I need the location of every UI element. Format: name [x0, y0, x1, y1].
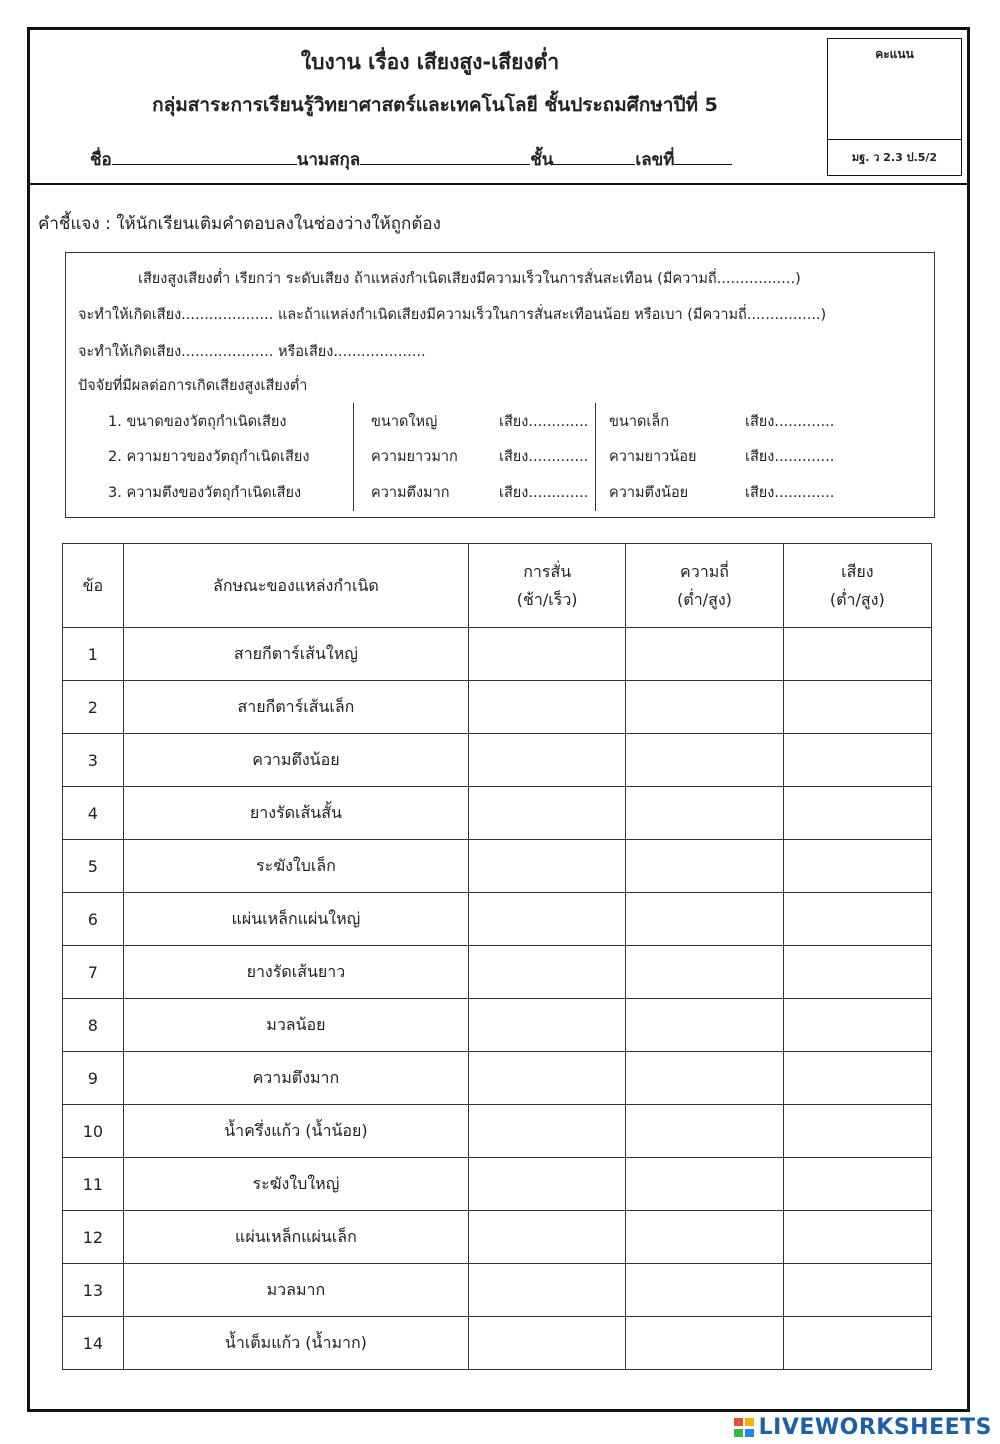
row-number: 4: [63, 787, 124, 840]
row-description: ความตึงน้อย: [123, 734, 468, 787]
row-description: ยางรัดเส้นยาว: [123, 946, 468, 999]
table-row: [63, 893, 932, 946]
frequency-answer[interactable]: [626, 1158, 783, 1211]
vibration-answer[interactable]: [469, 1105, 626, 1158]
row-number: 13: [63, 1264, 124, 1317]
row-description: ระฆังใบใหญ่: [123, 1158, 468, 1211]
sound-answer[interactable]: [783, 946, 931, 999]
factor-option-b: ขนาดเล็ก: [609, 414, 670, 430]
factor-sound-b: เสียง.............: [745, 449, 835, 465]
sound-answer[interactable]: [783, 893, 931, 946]
header-vibration-options: (ช้า/เร็ว): [516, 589, 578, 609]
table-row: [63, 840, 932, 893]
class-label: ชั้น: [530, 150, 554, 170]
row-description: น้ำเต็มแก้ว (น้ำมาก): [123, 1317, 468, 1370]
sound-answer[interactable]: [783, 628, 931, 681]
vibration-answer[interactable]: [469, 787, 626, 840]
row-description: ระฆังใบเล็ก: [123, 840, 468, 893]
vibration-answer[interactable]: [469, 1158, 626, 1211]
factor-divider-2: [595, 403, 596, 511]
vibration-answer[interactable]: [469, 840, 626, 893]
factor-sound-b: เสียง.............: [745, 414, 835, 430]
table-row: [63, 946, 932, 999]
vibration-answer[interactable]: [469, 1317, 626, 1370]
frequency-answer[interactable]: [626, 999, 783, 1052]
vibration-answer[interactable]: [469, 681, 626, 734]
row-number: 5: [63, 840, 124, 893]
table-row: [63, 628, 932, 681]
surname-label: นามสกุล: [296, 150, 361, 170]
row-number: 6: [63, 893, 124, 946]
vibration-answer[interactable]: [469, 1264, 626, 1317]
factor-divider-1: [353, 403, 354, 511]
row-description: ความตึงมาก: [123, 1052, 468, 1105]
header-desc: ลักษณะของแหล่งกำเนิด: [123, 544, 468, 628]
header-sound-label: เสียง: [841, 562, 874, 582]
number-label: เลขที่: [635, 150, 675, 170]
row-description: แผ่นเหล็กแผ่นเล็ก: [123, 1211, 468, 1264]
factor-sound-a: เสียง.............: [499, 449, 589, 465]
info-line-4: ปัจจัยที่มีผลต่อการเกิดเสียงสูงเสียงต่ำ: [78, 378, 308, 394]
liveworksheets-logo-icon: [734, 1418, 756, 1438]
sound-answer[interactable]: [783, 734, 931, 787]
vibration-answer[interactable]: [469, 999, 626, 1052]
vibration-answer[interactable]: [469, 893, 626, 946]
sound-answer[interactable]: [783, 1158, 931, 1211]
table-row: [63, 787, 932, 840]
sound-answer[interactable]: [783, 1052, 931, 1105]
table-row: [63, 1211, 932, 1264]
row-description: แผ่นเหล็กแผ่นใหญ่: [123, 893, 468, 946]
row-number: 2: [63, 681, 124, 734]
factor-option-b: ความยาวน้อย: [609, 449, 697, 465]
frequency-answer[interactable]: [626, 840, 783, 893]
row-number: 3: [63, 734, 124, 787]
surname-field[interactable]: [360, 148, 530, 165]
row-description: น้ำครึ่งแก้ว (น้ำน้อย): [123, 1105, 468, 1158]
row-description: มวลน้อย: [123, 999, 468, 1052]
frequency-answer[interactable]: [626, 628, 783, 681]
header-divider: [27, 183, 970, 185]
sound-answer[interactable]: [783, 787, 931, 840]
standard-code: มฐ. ว 2.3 ป.5/2: [828, 139, 961, 175]
factor-sound-a: เสียง.............: [499, 414, 589, 430]
factor-name: 3. ความตึงของวัตถุกำเนิดเสียง: [108, 485, 302, 501]
vibration-answer[interactable]: [469, 1211, 626, 1264]
factor-option-a: ความตึงมาก: [371, 485, 450, 501]
sound-answer[interactable]: [783, 1317, 931, 1370]
header-vibration: [469, 544, 626, 628]
vibration-answer[interactable]: [469, 1052, 626, 1105]
row-description: สายกีตาร์เส้นเล็ก: [123, 681, 468, 734]
sound-answer[interactable]: [783, 1105, 931, 1158]
answer-table: [62, 543, 932, 1370]
sound-answer[interactable]: [783, 999, 931, 1052]
table-row: [63, 681, 932, 734]
row-description: ยางรัดเส้นสั้น: [123, 787, 468, 840]
frequency-answer[interactable]: [626, 787, 783, 840]
row-description: สายกีตาร์เส้นใหญ่: [123, 628, 468, 681]
row-number: 14: [63, 1317, 124, 1370]
sound-answer[interactable]: [783, 840, 931, 893]
table-row: [63, 1317, 932, 1370]
frequency-answer[interactable]: [626, 1211, 783, 1264]
name-label: ชื่อ: [90, 150, 112, 170]
score-label: คะแนน: [875, 47, 914, 61]
frequency-answer[interactable]: [626, 681, 783, 734]
factor-name: 1. ขนาดของวัตถุกำเนิดเสียง: [108, 414, 287, 430]
liveworksheets-logo[interactable]: [734, 1415, 992, 1440]
table-row: [63, 1105, 932, 1158]
row-description: มวลมาก: [123, 1264, 468, 1317]
header-frequency: [626, 544, 783, 628]
info-line-3: จะทำให้เกิดเสียง.................... หรือเสียง....................: [78, 344, 426, 360]
frequency-answer[interactable]: [626, 1052, 783, 1105]
info-line-2: จะทำให้เกิดเสียง.................... และถ้าแหล่งกำเนิดเสียงมีความเร็วในการสั่นสะเทือนน้อย หรือเบา (มีความถี่................): [78, 307, 827, 323]
instruction: คำชี้แจง : ให้นักเรียนเติมคำตอบลงในช่องว่างให้ถูกต้อง: [38, 214, 441, 234]
table-row: [63, 1052, 932, 1105]
frequency-answer[interactable]: [626, 893, 783, 946]
row-number: 11: [63, 1158, 124, 1211]
table-row: [63, 999, 932, 1052]
frequency-answer[interactable]: [626, 946, 783, 999]
name-field[interactable]: [112, 148, 297, 165]
row-number: 9: [63, 1052, 124, 1105]
frequency-answer[interactable]: [626, 1264, 783, 1317]
class-field[interactable]: [553, 148, 635, 165]
info-line-1: เสียงสูงเสียงต่ำ เรียกว่า ระดับเสียง ถ้าแหล่งกำเนิดเสียงมีความเร็วในการสั่นสะเทือน (มีความถี่.................): [138, 271, 801, 287]
score-box: [827, 38, 962, 176]
row-number: 10: [63, 1105, 124, 1158]
table-header-row: [63, 544, 932, 628]
header-frequency-options: (ต่ำ/สูง): [677, 589, 732, 609]
frequency-answer[interactable]: [626, 1105, 783, 1158]
vibration-answer[interactable]: [469, 946, 626, 999]
header-vibration-label: การสั่น: [523, 562, 572, 582]
worksheet-subtitle: กลุ่มสาระการเรียนรู้วิทยาศาสตร์และเทคโนโลยี ชั้นประถมศึกษาปีที่ 5: [152, 94, 718, 116]
header-sound: [783, 544, 931, 628]
liveworksheets-wordmark: LIVEWORKSHEETS: [758, 1415, 992, 1440]
factor-name: 2. ความยาวของวัตถุกำเนิดเสียง: [108, 449, 310, 465]
row-number: 12: [63, 1211, 124, 1264]
table-row: [63, 1264, 932, 1317]
header-sound-options: (ต่ำ/สูง): [829, 589, 885, 609]
sound-answer[interactable]: [783, 681, 931, 734]
table-row: [63, 734, 932, 787]
sound-answer[interactable]: [783, 1264, 931, 1317]
row-number: 1: [63, 628, 124, 681]
row-number: 8: [63, 999, 124, 1052]
factor-option-b: ความตึงน้อย: [609, 485, 689, 501]
worksheet-title: ใบงาน เรื่อง เสียงสูง-เสียงต่ำ: [300, 50, 560, 74]
factor-option-a: ความยาวมาก: [371, 449, 458, 465]
frequency-answer[interactable]: [626, 734, 783, 787]
frequency-answer[interactable]: [626, 1317, 783, 1370]
factor-option-a: ขนาดใหญ่: [371, 414, 438, 430]
number-field[interactable]: [674, 148, 732, 165]
factor-sound-a: เสียง.............: [499, 485, 589, 501]
info-box: [65, 252, 935, 518]
factor-sound-b: เสียง.............: [745, 485, 835, 501]
sound-answer[interactable]: [783, 1211, 931, 1264]
table-row: [63, 1158, 932, 1211]
student-info-row: [90, 146, 732, 173]
row-number: 7: [63, 946, 124, 999]
vibration-answer[interactable]: [469, 628, 626, 681]
vibration-answer[interactable]: [469, 734, 626, 787]
header-no: ข้อ: [63, 544, 124, 628]
header-frequency-label: ความถี่: [680, 562, 729, 582]
